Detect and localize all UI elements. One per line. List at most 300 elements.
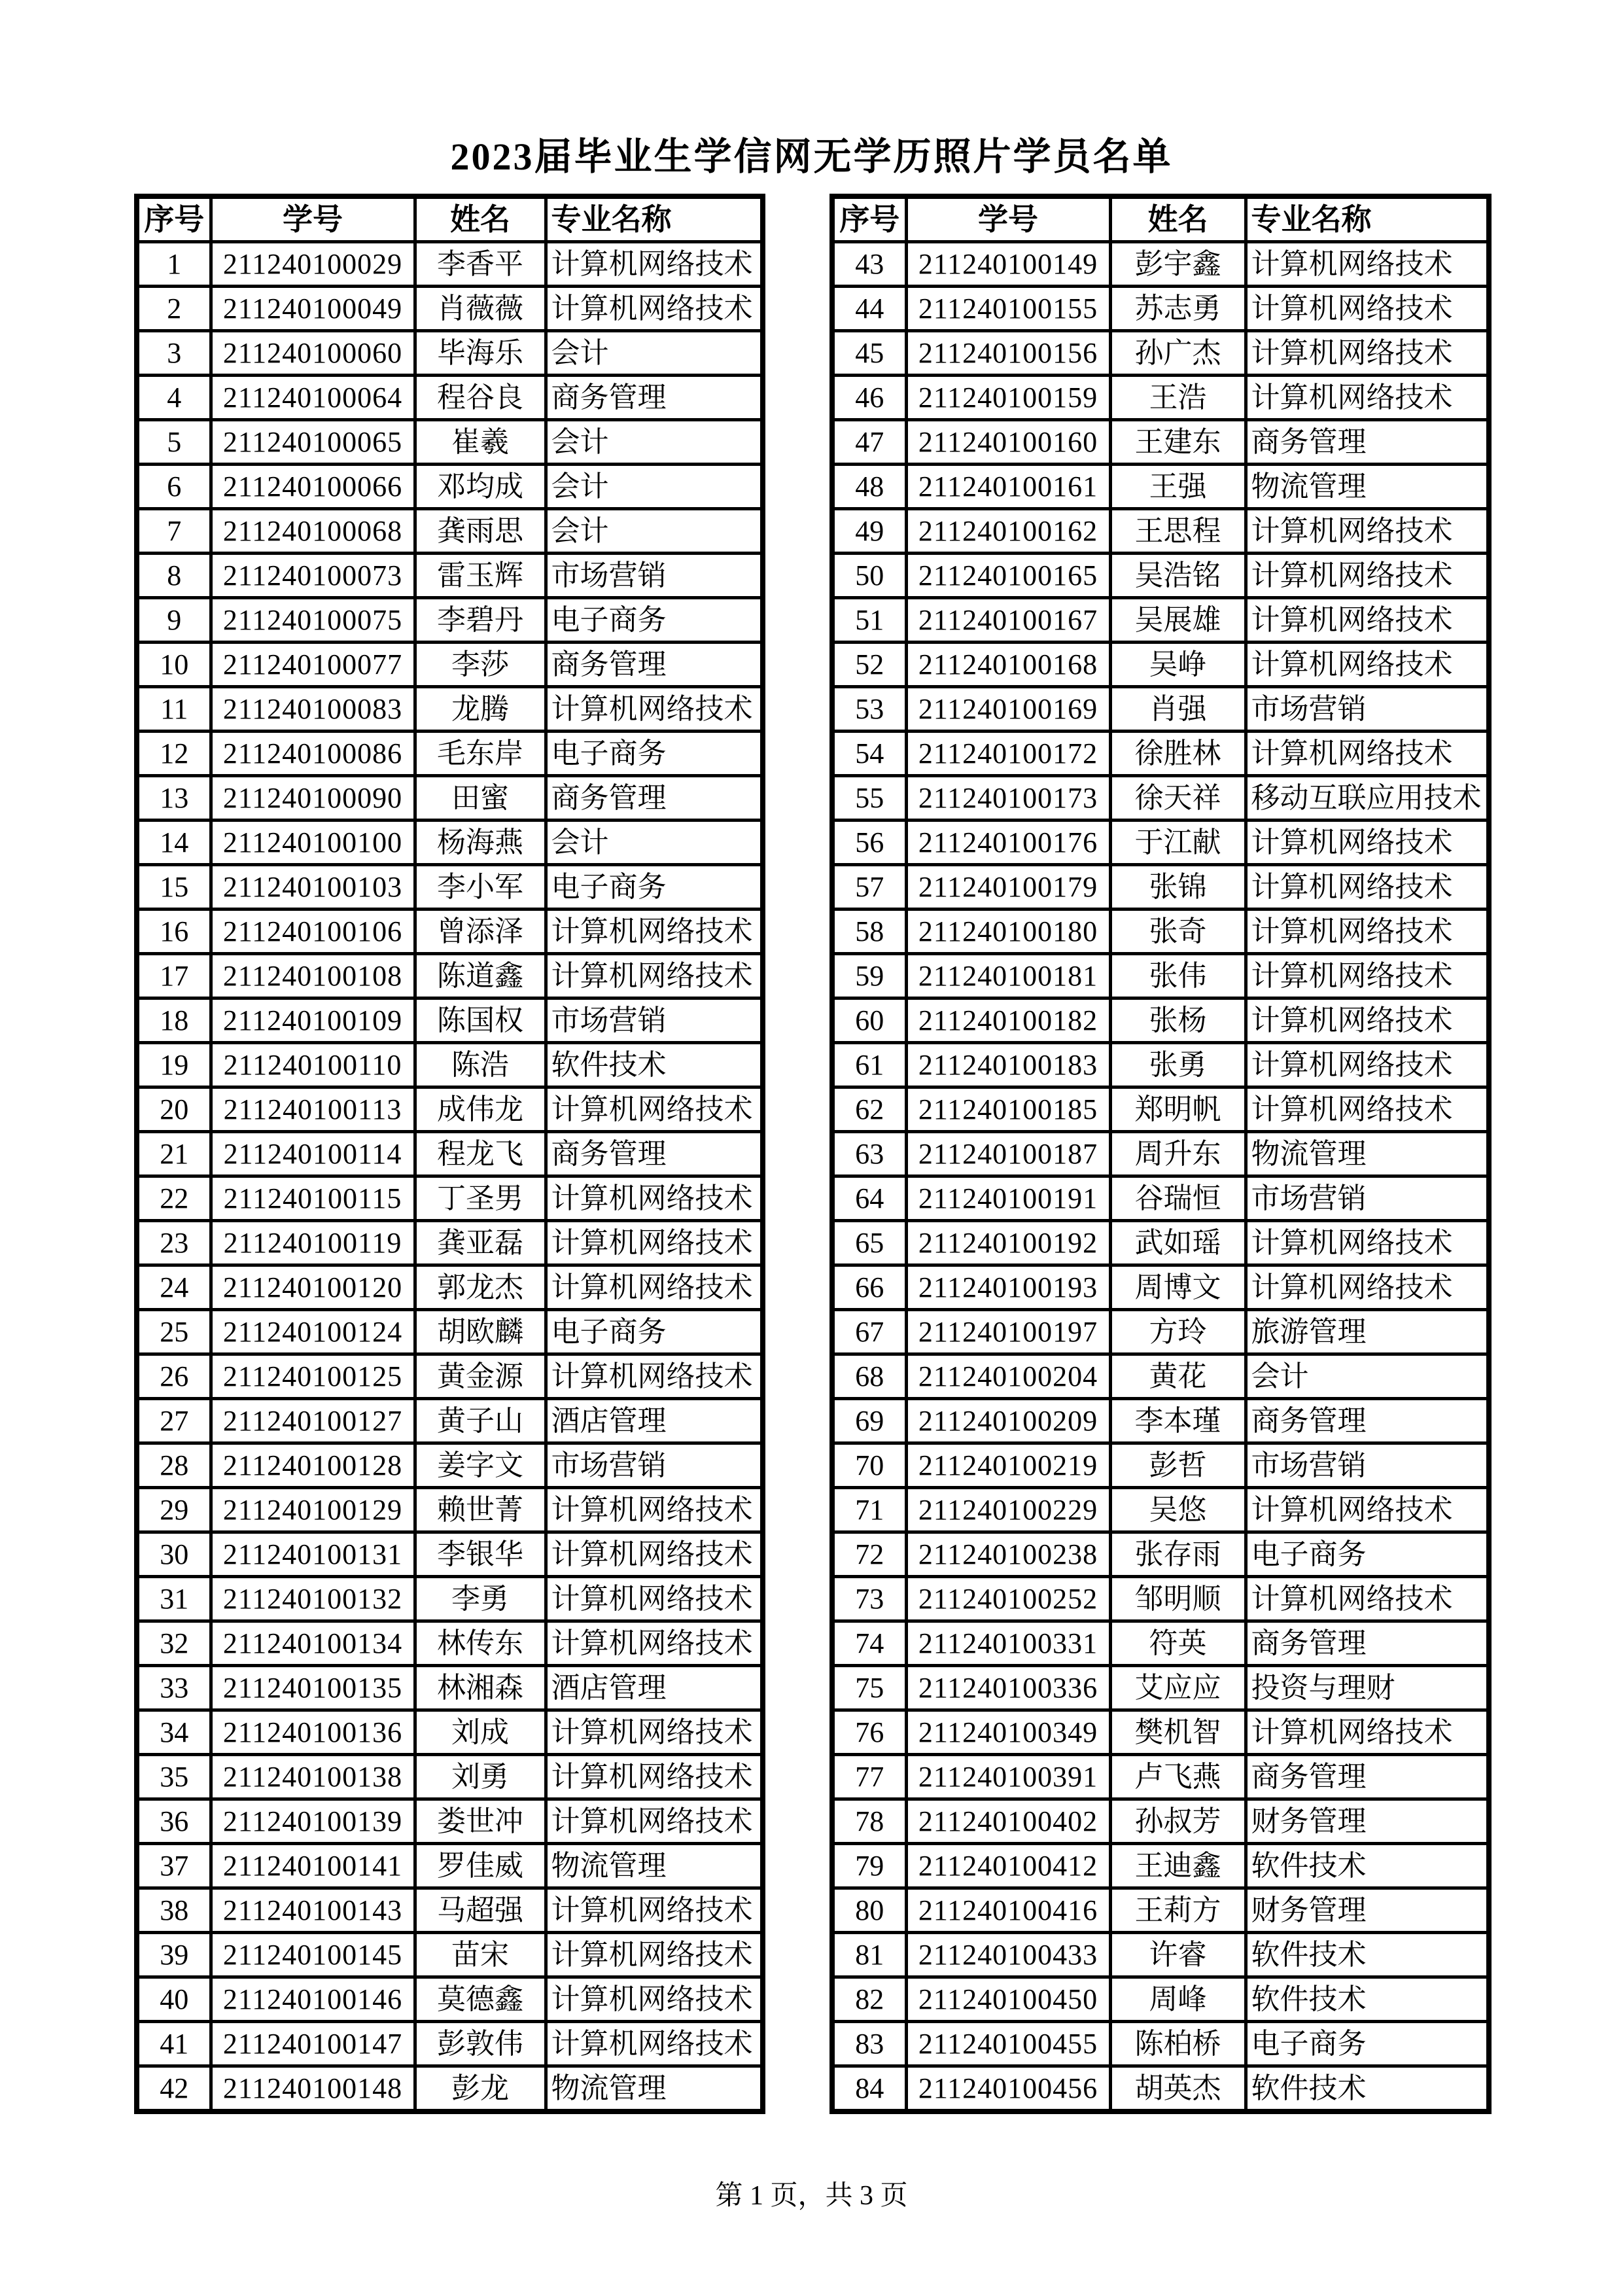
cell-major: 软件技术 — [1246, 1844, 1489, 1888]
cell-major: 市场营销 — [1246, 1176, 1489, 1221]
cell-major: 计算机网络技术 — [1246, 910, 1489, 954]
cell-seq: 78 — [832, 1799, 906, 1844]
table-row — [832, 643, 1489, 687]
cell-student-id: 211240100181 — [906, 954, 1110, 998]
cell-student-id: 211240100391 — [906, 1755, 1110, 1799]
table-row — [832, 821, 1489, 865]
cell-name: 马超强 — [415, 1888, 546, 1933]
table-row — [137, 865, 763, 910]
cell-name: 毕海乐 — [415, 331, 546, 376]
page-footer: 第 1 页，共 3 页 — [715, 2181, 908, 2211]
cell-seq: 83 — [832, 2022, 906, 2066]
cell-seq: 57 — [832, 865, 906, 910]
cell-name: 王建东 — [1110, 420, 1246, 465]
cell-major: 计算机网络技术 — [1246, 1265, 1489, 1310]
cell-name: 刘成 — [415, 1710, 546, 1755]
cell-major: 移动互联应用技术 — [1246, 776, 1489, 821]
cell-major: 软件技术 — [1246, 1933, 1489, 1977]
cell-student-id: 211240100141 — [211, 1844, 415, 1888]
table-row — [832, 509, 1489, 554]
cell-seq: 75 — [832, 1666, 906, 1710]
cell-seq: 54 — [832, 732, 906, 776]
cell-name: 王迪鑫 — [1110, 1844, 1246, 1888]
cell-student-id: 211240100193 — [906, 1265, 1110, 1310]
cell-name: 龙腾 — [415, 687, 546, 732]
cell-seq: 81 — [832, 1933, 906, 1977]
cell-seq: 14 — [137, 821, 211, 865]
cell-name: 姜字文 — [415, 1443, 546, 1488]
cell-seq: 32 — [137, 1621, 211, 1666]
cell-student-id: 211240100065 — [211, 420, 415, 465]
cell-major: 投资与理财 — [1246, 1666, 1489, 1710]
cell-seq: 5 — [137, 420, 211, 465]
cell-student-id: 211240100135 — [211, 1666, 415, 1710]
cell-major: 商务管理 — [546, 1132, 763, 1176]
cell-name: 周峰 — [1110, 1977, 1246, 2022]
cell-name: 龚雨思 — [415, 509, 546, 554]
table-row — [832, 1132, 1489, 1176]
cell-student-id: 211240100128 — [211, 1443, 415, 1488]
cell-major: 电子商务 — [546, 598, 763, 643]
cell-major: 酒店管理 — [546, 1666, 763, 1710]
table-header-row — [832, 196, 1489, 242]
cell-name: 肖强 — [1110, 687, 1246, 732]
cell-major: 计算机网络技术 — [1246, 242, 1489, 287]
cell-seq: 37 — [137, 1844, 211, 1888]
table-row — [832, 598, 1489, 643]
cell-major: 商务管理 — [1246, 1399, 1489, 1443]
cell-name: 艾应应 — [1110, 1666, 1246, 1710]
cell-seq: 10 — [137, 643, 211, 687]
cell-student-id: 211240100159 — [906, 376, 1110, 420]
header-seq: 序号 — [832, 196, 906, 242]
cell-name: 卢飞燕 — [1110, 1755, 1246, 1799]
cell-seq: 24 — [137, 1265, 211, 1310]
cell-student-id: 211240100068 — [211, 509, 415, 554]
cell-major: 会计 — [546, 465, 763, 509]
table-row — [832, 1710, 1489, 1755]
cell-major: 计算机网络技术 — [1246, 1488, 1489, 1532]
cell-major: 计算机网络技术 — [1246, 732, 1489, 776]
table-row — [832, 1621, 1489, 1666]
table-row — [832, 865, 1489, 910]
cell-student-id: 211240100173 — [906, 776, 1110, 821]
table-row — [137, 1176, 763, 1221]
table-row — [137, 998, 763, 1043]
table-header-row — [137, 196, 763, 242]
cell-seq: 35 — [137, 1755, 211, 1799]
cell-name: 吴悠 — [1110, 1488, 1246, 1532]
cell-student-id: 211240100168 — [906, 643, 1110, 687]
cell-student-id: 211240100331 — [906, 1621, 1110, 1666]
cell-student-id: 211240100416 — [906, 1888, 1110, 1933]
cell-major: 计算机网络技术 — [546, 242, 763, 287]
cell-student-id: 211240100176 — [906, 821, 1110, 865]
cell-seq: 61 — [832, 1043, 906, 1087]
table-row — [832, 954, 1489, 998]
cell-student-id: 211240100127 — [211, 1399, 415, 1443]
cell-name: 陈道鑫 — [415, 954, 546, 998]
cell-seq: 33 — [137, 1666, 211, 1710]
table-row — [832, 287, 1489, 331]
cell-student-id: 211240100162 — [906, 509, 1110, 554]
cell-name: 吴峥 — [1110, 643, 1246, 687]
cell-student-id: 211240100169 — [906, 687, 1110, 732]
cell-major: 计算机网络技术 — [546, 910, 763, 954]
cell-student-id: 211240100155 — [906, 287, 1110, 331]
cell-student-id: 211240100114 — [211, 1132, 415, 1176]
table-row — [832, 1577, 1489, 1621]
cell-name: 刘勇 — [415, 1755, 546, 1799]
cell-name: 毛东岸 — [415, 732, 546, 776]
cell-student-id: 211240100149 — [906, 242, 1110, 287]
table-row — [832, 1666, 1489, 1710]
cell-major: 计算机网络技术 — [1246, 1221, 1489, 1265]
cell-name: 彭龙 — [415, 2066, 546, 2112]
cell-name: 陈浩 — [415, 1043, 546, 1087]
cell-name: 张伟 — [1110, 954, 1246, 998]
cell-seq: 36 — [137, 1799, 211, 1844]
cell-student-id: 211240100180 — [906, 910, 1110, 954]
cell-student-id: 211240100136 — [211, 1710, 415, 1755]
table-row — [137, 2066, 763, 2112]
cell-student-id: 211240100172 — [906, 732, 1110, 776]
table-row — [137, 1933, 763, 1977]
table-row — [137, 420, 763, 465]
table-body-right — [832, 242, 1489, 2112]
header-name: 姓名 — [1110, 196, 1246, 242]
table-row — [137, 1443, 763, 1488]
table-row — [832, 1399, 1489, 1443]
cell-name: 邓均成 — [415, 465, 546, 509]
cell-name: 孙广杰 — [1110, 331, 1246, 376]
cell-student-id: 211240100433 — [906, 1933, 1110, 1977]
cell-seq: 17 — [137, 954, 211, 998]
table-row — [832, 1265, 1489, 1310]
table-row — [137, 1221, 763, 1265]
cell-major: 计算机网络技术 — [1246, 554, 1489, 598]
table-row — [137, 1710, 763, 1755]
table-row — [832, 1933, 1489, 1977]
cell-student-id: 211240100179 — [906, 865, 1110, 910]
table-row — [137, 554, 763, 598]
cell-major: 计算机网络技术 — [546, 954, 763, 998]
cell-major: 商务管理 — [1246, 420, 1489, 465]
table-row — [137, 732, 763, 776]
cell-name: 于江献 — [1110, 821, 1246, 865]
table-row — [137, 1621, 763, 1666]
table-row — [137, 1043, 763, 1087]
table-row — [137, 1666, 763, 1710]
cell-major: 计算机网络技术 — [1246, 331, 1489, 376]
cell-student-id: 211240100209 — [906, 1399, 1110, 1443]
cell-student-id: 211240100229 — [906, 1488, 1110, 1532]
cell-student-id: 211240100160 — [906, 420, 1110, 465]
cell-student-id: 211240100125 — [211, 1354, 415, 1399]
cell-seq: 59 — [832, 954, 906, 998]
cell-student-id: 211240100349 — [906, 1710, 1110, 1755]
table-row — [137, 1888, 763, 1933]
cell-name: 张杨 — [1110, 998, 1246, 1043]
table-row — [137, 910, 763, 954]
cell-name: 曾添泽 — [415, 910, 546, 954]
cell-seq: 49 — [832, 509, 906, 554]
cell-seq: 34 — [137, 1710, 211, 1755]
cell-student-id: 211240100134 — [211, 1621, 415, 1666]
cell-seq: 44 — [832, 287, 906, 331]
cell-seq: 71 — [832, 1488, 906, 1532]
cell-seq: 6 — [137, 465, 211, 509]
cell-seq: 19 — [137, 1043, 211, 1087]
header-seq: 序号 — [137, 196, 211, 242]
cell-name: 彭哲 — [1110, 1443, 1246, 1488]
cell-seq: 27 — [137, 1399, 211, 1443]
cell-seq: 28 — [137, 1443, 211, 1488]
cell-name: 苏志勇 — [1110, 287, 1246, 331]
cell-name: 周博文 — [1110, 1265, 1246, 1310]
cell-seq: 3 — [137, 331, 211, 376]
table-row — [137, 598, 763, 643]
cell-student-id: 211240100077 — [211, 643, 415, 687]
cell-major: 财务管理 — [1246, 1799, 1489, 1844]
table-row — [137, 821, 763, 865]
cell-seq: 9 — [137, 598, 211, 643]
cell-seq: 69 — [832, 1399, 906, 1443]
cell-major: 计算机网络技术 — [546, 1265, 763, 1310]
cell-student-id: 211240100100 — [211, 821, 415, 865]
cell-major: 计算机网络技术 — [1246, 376, 1489, 420]
cell-name: 谷瑞恒 — [1110, 1176, 1246, 1221]
cell-major: 计算机网络技术 — [1246, 954, 1489, 998]
cell-major: 软件技术 — [546, 1043, 763, 1087]
cell-name: 吴展雄 — [1110, 598, 1246, 643]
cell-student-id: 211240100183 — [906, 1043, 1110, 1087]
cell-student-id: 211240100110 — [211, 1043, 415, 1087]
cell-major: 商务管理 — [546, 643, 763, 687]
cell-major: 计算机网络技术 — [546, 1621, 763, 1666]
table-row — [137, 509, 763, 554]
cell-major: 会计 — [546, 821, 763, 865]
table-row — [137, 643, 763, 687]
cell-major: 电子商务 — [546, 732, 763, 776]
cell-major: 计算机网络技术 — [546, 1888, 763, 1933]
cell-major: 计算机网络技术 — [1246, 998, 1489, 1043]
table-row — [832, 554, 1489, 598]
cell-name: 王浩 — [1110, 376, 1246, 420]
cell-major: 软件技术 — [1246, 2066, 1489, 2112]
cell-major: 市场营销 — [546, 554, 763, 598]
cell-name: 王思程 — [1110, 509, 1246, 554]
cell-student-id: 211240100238 — [906, 1532, 1110, 1577]
cell-seq: 8 — [137, 554, 211, 598]
cell-student-id: 211240100192 — [906, 1221, 1110, 1265]
cell-name: 李勇 — [415, 1577, 546, 1621]
cell-student-id: 211240100182 — [906, 998, 1110, 1043]
cell-seq: 31 — [137, 1577, 211, 1621]
cell-major: 物流管理 — [546, 1844, 763, 1888]
cell-student-id: 211240100132 — [211, 1577, 415, 1621]
table-row — [137, 1265, 763, 1310]
cell-student-id: 211240100075 — [211, 598, 415, 643]
cell-major: 计算机网络技术 — [1246, 287, 1489, 331]
table-row — [832, 776, 1489, 821]
table-header-row-right — [832, 196, 1489, 242]
cell-name: 黄子山 — [415, 1399, 546, 1443]
cell-seq: 76 — [832, 1710, 906, 1755]
cell-student-id: 211240100120 — [211, 1265, 415, 1310]
cell-name: 徐天祥 — [1110, 776, 1246, 821]
cell-student-id: 211240100146 — [211, 1977, 415, 2022]
cell-seq: 18 — [137, 998, 211, 1043]
table-row — [137, 1399, 763, 1443]
cell-name: 苗宋 — [415, 1933, 546, 1977]
roster-table-right — [829, 194, 1492, 2114]
cell-name: 林湘森 — [415, 1666, 546, 1710]
cell-major: 电子商务 — [1246, 1532, 1489, 1577]
cell-seq: 52 — [832, 643, 906, 687]
cell-major: 计算机网络技术 — [1246, 598, 1489, 643]
cell-student-id: 211240100124 — [211, 1310, 415, 1354]
cell-name: 程谷良 — [415, 376, 546, 420]
cell-seq: 11 — [137, 687, 211, 732]
table-row — [832, 1354, 1489, 1399]
table-row — [832, 1888, 1489, 1933]
cell-name: 李碧丹 — [415, 598, 546, 643]
cell-major: 计算机网络技术 — [546, 1799, 763, 1844]
cell-seq: 26 — [137, 1354, 211, 1399]
cell-seq: 50 — [832, 554, 906, 598]
cell-major: 计算机网络技术 — [1246, 643, 1489, 687]
cell-major: 会计 — [546, 331, 763, 376]
roster-table-left — [134, 194, 765, 2114]
cell-seq: 23 — [137, 1221, 211, 1265]
cell-major: 计算机网络技术 — [546, 1221, 763, 1265]
cell-student-id: 211240100083 — [211, 687, 415, 732]
cell-seq: 68 — [832, 1354, 906, 1399]
cell-name: 李银华 — [415, 1532, 546, 1577]
cell-name: 李莎 — [415, 643, 546, 687]
table-row — [832, 1221, 1489, 1265]
cell-name: 雷玉辉 — [415, 554, 546, 598]
table-row — [832, 732, 1489, 776]
cell-major: 计算机网络技术 — [546, 1710, 763, 1755]
cell-major: 计算机网络技术 — [1246, 821, 1489, 865]
table-row — [137, 1310, 763, 1354]
cell-student-id: 211240100086 — [211, 732, 415, 776]
cell-name: 方玲 — [1110, 1310, 1246, 1354]
table-row — [832, 1087, 1489, 1132]
cell-student-id: 211240100455 — [906, 2022, 1110, 2066]
table-row — [832, 2066, 1489, 2112]
cell-student-id: 211240100115 — [211, 1176, 415, 1221]
cell-seq: 72 — [832, 1532, 906, 1577]
cell-major: 物流管理 — [546, 2066, 763, 2112]
cell-seq: 65 — [832, 1221, 906, 1265]
cell-seq: 12 — [137, 732, 211, 776]
cell-student-id: 211240100138 — [211, 1755, 415, 1799]
cell-major: 市场营销 — [546, 998, 763, 1043]
cell-seq: 56 — [832, 821, 906, 865]
cell-major: 计算机网络技术 — [546, 1933, 763, 1977]
cell-name: 武如瑶 — [1110, 1221, 1246, 1265]
cell-name: 杨海燕 — [415, 821, 546, 865]
cell-seq: 62 — [832, 1087, 906, 1132]
cell-student-id: 211240100156 — [906, 331, 1110, 376]
table-row — [137, 954, 763, 998]
table-row — [137, 1132, 763, 1176]
cell-major: 电子商务 — [1246, 2022, 1489, 2066]
cell-seq: 30 — [137, 1532, 211, 1577]
cell-student-id: 211240100073 — [211, 554, 415, 598]
cell-name: 周升东 — [1110, 1132, 1246, 1176]
cell-name: 许睿 — [1110, 1933, 1246, 1977]
table-row — [137, 242, 763, 287]
table-row — [832, 376, 1489, 420]
cell-student-id: 211240100336 — [906, 1666, 1110, 1710]
table-row — [137, 1844, 763, 1888]
table-row — [832, 1043, 1489, 1087]
cell-seq: 46 — [832, 376, 906, 420]
cell-seq: 39 — [137, 1933, 211, 1977]
cell-major: 计算机网络技术 — [546, 1087, 763, 1132]
table-row — [832, 910, 1489, 954]
cell-seq: 1 — [137, 242, 211, 287]
cell-student-id: 211240100113 — [211, 1087, 415, 1132]
cell-seq: 15 — [137, 865, 211, 910]
cell-student-id: 211240100049 — [211, 287, 415, 331]
cell-seq: 74 — [832, 1621, 906, 1666]
cell-name: 王莉方 — [1110, 1888, 1246, 1933]
cell-seq: 38 — [137, 1888, 211, 1933]
cell-seq: 48 — [832, 465, 906, 509]
cell-student-id: 211240100165 — [906, 554, 1110, 598]
cell-major: 商务管理 — [546, 776, 763, 821]
table-row — [137, 287, 763, 331]
cell-major: 会计 — [546, 509, 763, 554]
cell-major: 计算机网络技术 — [1246, 1087, 1489, 1132]
cell-student-id: 211240100143 — [211, 1888, 415, 1933]
cell-seq: 63 — [832, 1132, 906, 1176]
header-student-id: 学号 — [211, 196, 415, 242]
cell-student-id: 211240100167 — [906, 598, 1110, 643]
cell-name: 张存雨 — [1110, 1532, 1246, 1577]
cell-student-id: 211240100456 — [906, 2066, 1110, 2112]
header-major: 专业名称 — [546, 196, 763, 242]
cell-seq: 67 — [832, 1310, 906, 1354]
cell-student-id: 211240100252 — [906, 1577, 1110, 1621]
cell-student-id: 211240100060 — [211, 331, 415, 376]
cell-student-id: 211240100187 — [906, 1132, 1110, 1176]
cell-major: 财务管理 — [1246, 1888, 1489, 1933]
cell-name: 胡英杰 — [1110, 2066, 1246, 2112]
cell-seq: 43 — [832, 242, 906, 287]
table-row — [137, 1532, 763, 1577]
cell-seq: 4 — [137, 376, 211, 420]
cell-major: 计算机网络技术 — [546, 1577, 763, 1621]
cell-name: 张勇 — [1110, 1043, 1246, 1087]
table-row — [832, 242, 1489, 287]
cell-major: 计算机网络技术 — [546, 1977, 763, 2022]
cell-major: 软件技术 — [1246, 1977, 1489, 2022]
table-row — [832, 1977, 1489, 2022]
cell-major: 市场营销 — [1246, 687, 1489, 732]
cell-student-id: 211240100191 — [906, 1176, 1110, 1221]
cell-name: 樊机智 — [1110, 1710, 1246, 1755]
table-row — [137, 1577, 763, 1621]
cell-seq: 25 — [137, 1310, 211, 1354]
cell-student-id: 211240100108 — [211, 954, 415, 998]
cell-name: 陈柏桥 — [1110, 2022, 1246, 2066]
